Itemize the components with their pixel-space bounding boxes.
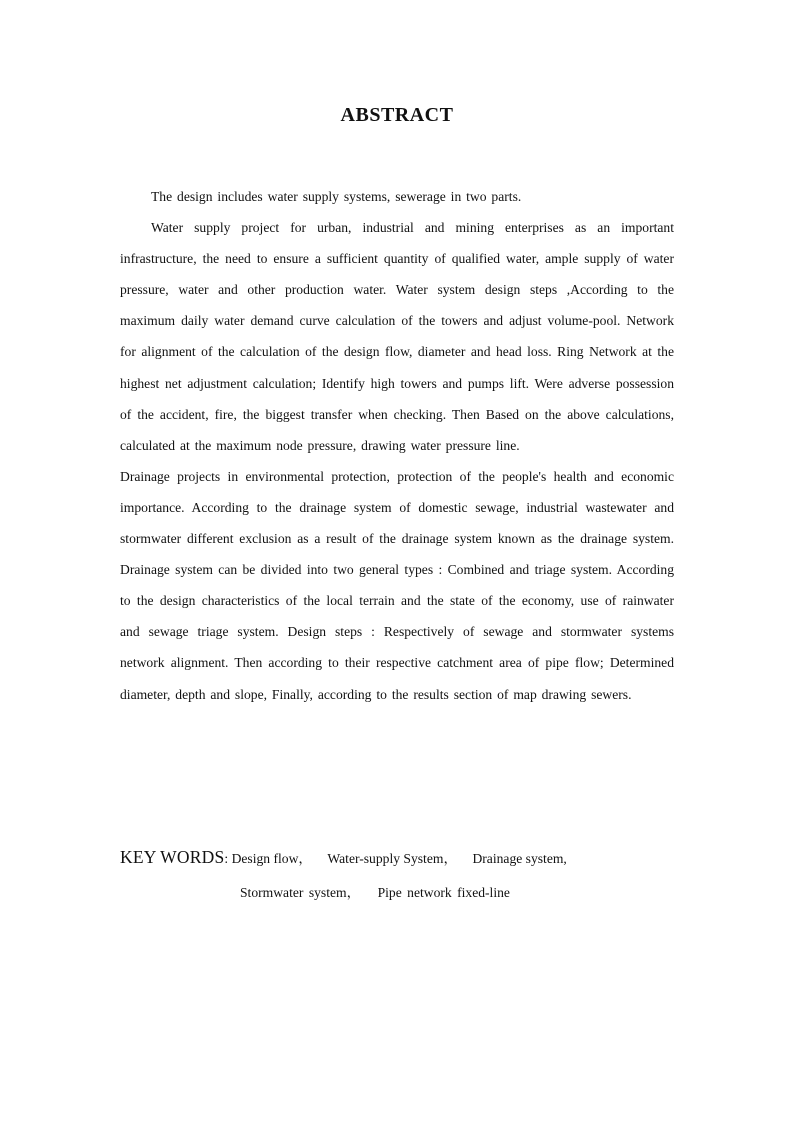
- keyword-item: Stormwater system，: [240, 885, 361, 900]
- keywords-section: [120, 843, 680, 907]
- abstract-title: ABSTRACT: [340, 104, 454, 126]
- keyword-item: Water-supply System，: [327, 851, 458, 866]
- keywords-label: KEY WORDS: [120, 847, 225, 867]
- keywords-line-2: [120, 879, 680, 907]
- paragraph-water-supply: Water supply project for urban, industrial and mining enterprises as an important infrastructure, the need to ensure a sufficient quantity of qualified water, ample supply of water pressure, water and other production water. Water system design steps ,According to the maximum daily water demand curve calculation of the towers and adjust volume-pool. Network for alignment of the calculation of the design flow, diameter and head loss. Ring Network at the highest net adjustment calculation; Identify high towers and pumps lift. Were adverse possession of the accident, fire, the biggest transfer when checking. Then Based on the above calculations, calculated at the maximum node pressure, drawing water pressure line.: [120, 220, 674, 453]
- keyword-item: Drainage system,: [472, 851, 567, 866]
- paragraph-intro: The design includes water supply systems, sewerage in two parts.: [151, 189, 522, 204]
- keywords-line-1: [120, 843, 680, 873]
- keywords-colon: :: [224, 851, 229, 866]
- paragraph-drainage: Drainage projects in environmental protection, protection of the people's health and economic importance. According to the drainage system of domestic sewage, industrial wastewater and stormwater different exclusion as a result of the drainage system known as the drainage system. Drainage system can be divided into two general types : Combined and triage system. According to the design characteristics of the local terrain and the state of the economy, use of rainwater and sewage triage system. Design steps : Respectively of sewage and stormwater systems network alignment. Then according to their respective catchment area of pipe flow; Determined diameter, depth and slope, Finally, according to the results section of map drawing sewers.: [120, 468, 674, 702]
- abstract-body: [120, 181, 674, 710]
- keyword-item: Pipe network fixed-line: [377, 885, 510, 900]
- keyword-item: Design flow，: [231, 851, 312, 866]
